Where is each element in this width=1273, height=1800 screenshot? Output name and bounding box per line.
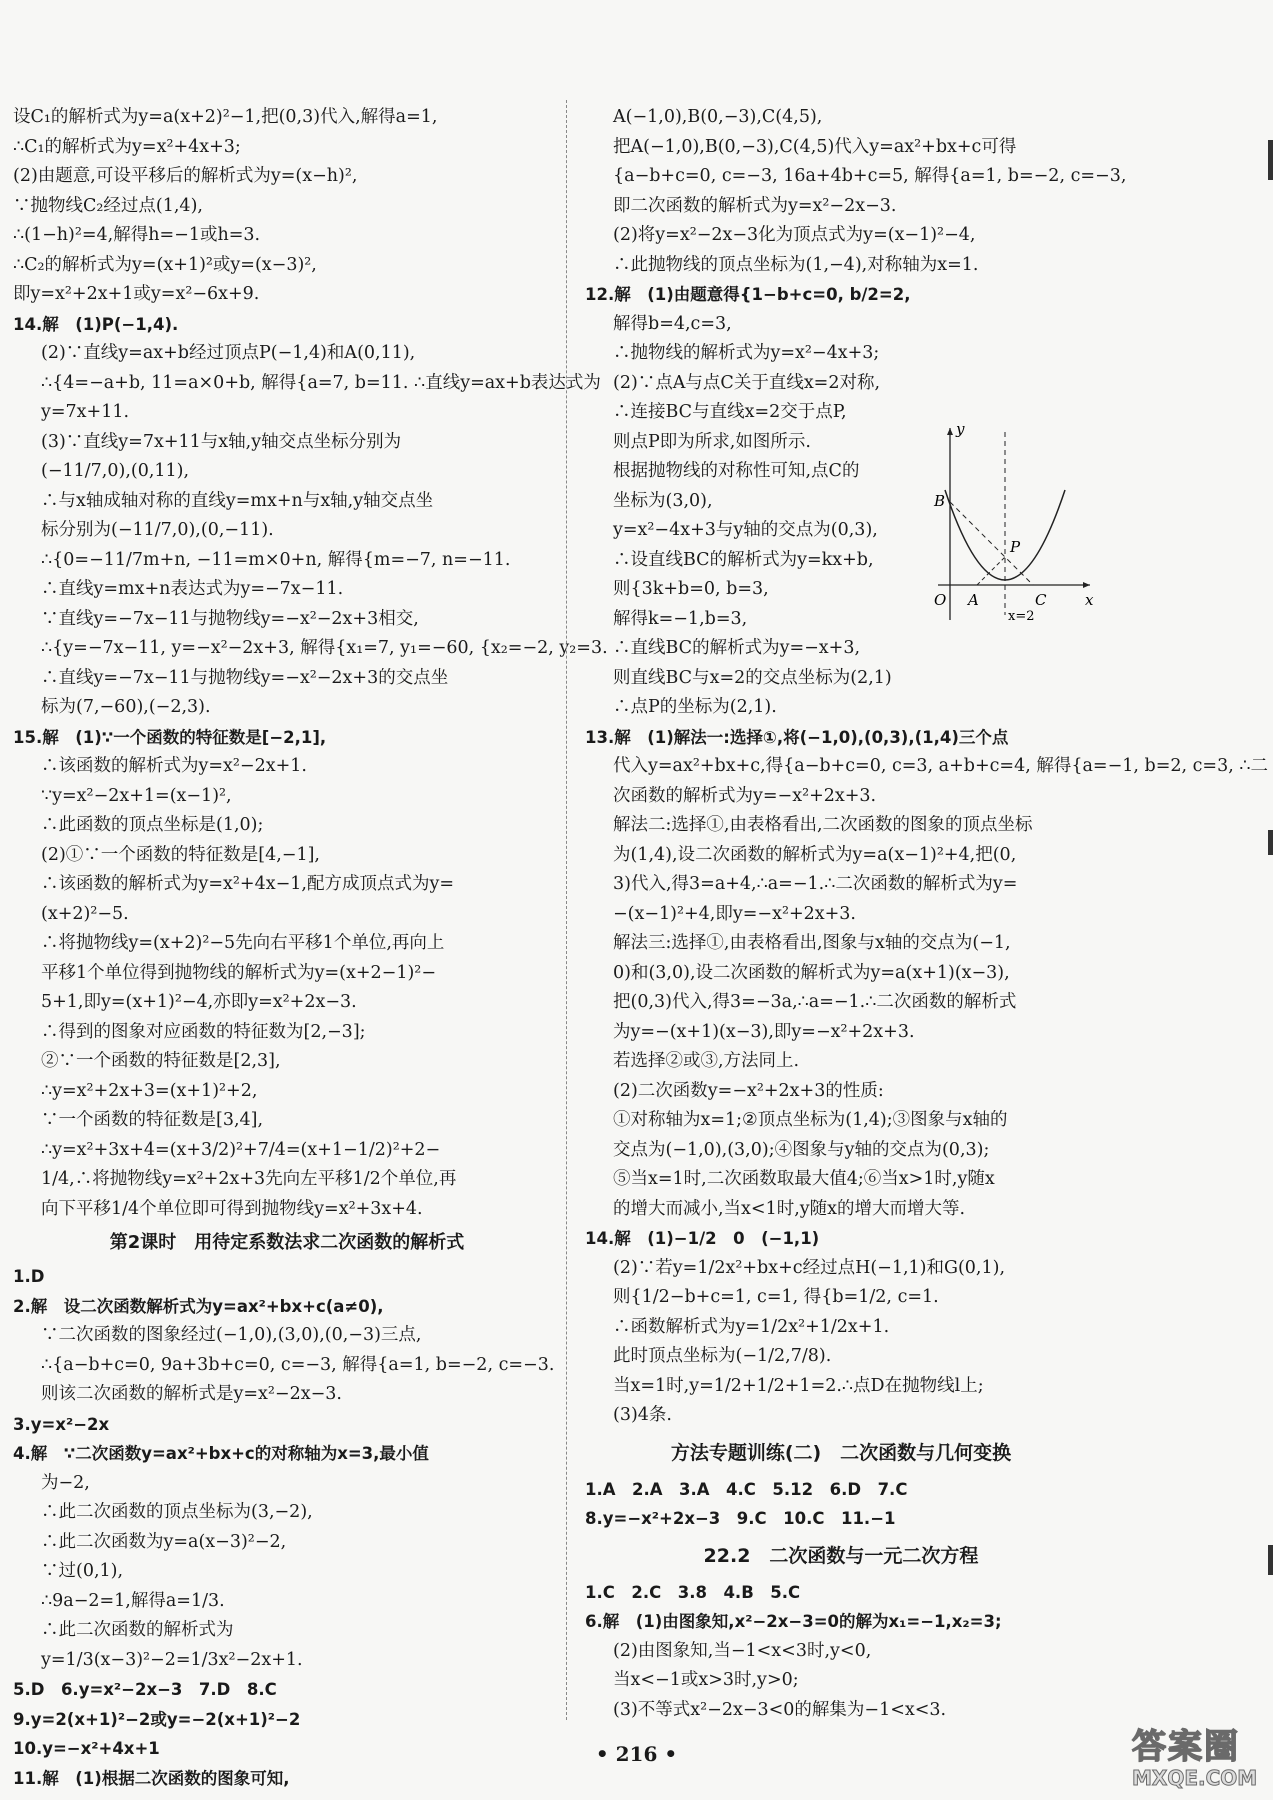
text-line: ∴{0=−11/7m+n, −11=m×0+n, 解得{m=−7, n=−11. [41, 549, 511, 570]
line-ap [977, 557, 1005, 585]
text-line: ∴此二次函数的解析式为 [41, 1620, 234, 1640]
question-number: 1.C 2.C 3.8 4.B 5.C [585, 1582, 801, 1602]
text-line: y=7x+11. [41, 402, 130, 422]
text-line: 5+1,即y=(x+1)²−4,亦即y=x²+2x−3. [41, 992, 357, 1012]
question-number: 15.解 (1)∵一个函数的特征数是[−2,1], [13, 727, 327, 747]
text-line: ∴{y=−7x−11, y=−x²−2x+3, 解得{x₁=7, y₁=−60, {x₂=−2, y₂=3. [41, 638, 608, 658]
text-line: ∴连接BC与直线x=2交于点P, [613, 402, 847, 422]
text-line: (3)4条. [613, 1405, 672, 1425]
text-line: ∴此二次函数的顶点坐标为(3,−2), [41, 1502, 313, 1522]
section-title: 第2课时 用待定系数法求二次函数的解析式 [109, 1232, 465, 1253]
text-line: 向下平移1/4个单位即可得到抛物线y=x²+3x+4. [41, 1198, 423, 1219]
text-line: ∴函数解析式为y=1/2x²+1/2x+1. [613, 1316, 890, 1337]
watermark-url: MXQE.COM [1132, 1766, 1258, 1790]
text-line: ∴(1−h)²=4,解得h=−1或h=3. [13, 225, 261, 245]
left-column [13, 103, 608, 1793]
text-line: ∴直线y=mx+n表达式为y=−7x−11. [41, 579, 344, 599]
text-line: 则该二次函数的解析式是y=x²−2x−3. [41, 1384, 342, 1404]
question-number: 3.y=x²−2x [13, 1414, 110, 1434]
text-line: 解法二:选择①,由表格看出,二次函数的图象的顶点坐标 [613, 815, 1033, 835]
watermark-logo [1132, 1728, 1272, 1796]
text-line: ∴直线y=−7x−11与抛物线y=−x²−2x+3的交点坐 [41, 667, 449, 688]
text-line: 即y=x²+2x+1或y=x²−6x+9. [13, 284, 260, 304]
x-axis-label: x [1085, 591, 1094, 609]
question-number: 1.A 2.A 3.A 4.C 5.12 6.D 7.C [585, 1479, 908, 1499]
text-line: 为y=−(x+1)(x−3),即y=−x²+2x+3. [613, 1021, 915, 1042]
page-number: • 216 • [595, 1742, 678, 1766]
text-line: ∴C₁的解析式为y=x²+4x+3; [13, 136, 241, 157]
text-line: ∵二次函数的图象经过(−1,0),(3,0),(0,−3)三点, [41, 1325, 422, 1345]
text-line: 标为(7,−60),(−2,3). [41, 697, 211, 717]
text-line: ①对称轴为x=1;②顶点坐标为(1,4);③图象与x轴的 [613, 1110, 1008, 1130]
x-axis-arrow [1083, 582, 1090, 588]
text-line: (3)∵直线y=7x+11与x轴,y轴交点坐标分别为 [41, 431, 402, 452]
text-line: ∵y=x²−2x+1=(x−1)², [41, 785, 232, 806]
text-line: 即二次函数的解析式为y=x²−2x−3. [613, 195, 897, 216]
text-line: 则{3k+b=0, b=3, [613, 579, 769, 599]
text-line: 代入y=ax²+bx+c,得{a−b+c=0, c=3, a+b+c=4, 解得{a=−1, b=2, c=3, ∴二 [613, 756, 1268, 776]
text-line: ⑤当x=1时,二次函数取最大值4;⑥当x>1时,y随x [613, 1169, 995, 1189]
text-line: ∴设直线BC的解析式为y=kx+b, [613, 549, 874, 570]
scan-edge-mark [1268, 140, 1273, 180]
text-line: 标分别为(−11/7,0),(0,−11). [41, 520, 274, 540]
text-line: 3)代入,得3=a+4,∴a=−1.∴二次函数的解析式为y= [613, 874, 1018, 894]
text-line: 设C₁的解析式为y=a(x+2)²−1,把(0,3)代入,解得a=1, [13, 107, 438, 127]
question-number: 9.y=2(x+1)²−2或y=−2(x+1)²−2 [13, 1709, 301, 1729]
text-line: 坐标为(3,0), [613, 490, 713, 511]
text-line: ∴C₂的解析式为y=(x+1)²或y=(x−3)², [13, 254, 317, 275]
text-line: 1/4,∴将抛物线y=x²+2x+3先向左平移1/2个单位,再 [41, 1169, 457, 1189]
line-bc [950, 502, 1033, 585]
origin-label: O [934, 591, 947, 609]
question-number: 2.解 设二次函数解析式为y=ax²+bx+c(a≠0), [13, 1296, 384, 1316]
text-line: 为−2, [41, 1472, 90, 1493]
text-line: ∴{a−b+c=0, 9a+3b+c=0, c=−3, 解得{a=1, b=−2, c=−3. [41, 1354, 555, 1375]
question-number: 13.解 (1)解法一:选择①,将(−1,0),(0,3),(1,4)三个点 [585, 727, 1009, 747]
text-line: ∵一个函数的特征数是[3,4], [41, 1110, 264, 1130]
section-title: 22.2 二次函数与一元二次方程 [703, 1544, 979, 1567]
text-line: A(−1,0),B(0,−3),C(4,5), [613, 107, 823, 127]
right-column [585, 103, 1268, 1725]
text-line: ∵抛物线C₂经过点(1,4), [13, 195, 203, 216]
question-number: 4.解 ∵二次函数y=ax²+bx+c的对称轴为x=3,最小值 [13, 1444, 429, 1463]
question-number: 11.解 (1)根据二次函数的图象可知, [13, 1768, 290, 1788]
point-p-label: P [1010, 538, 1021, 556]
text-line: ∴此函数的顶点坐标是(1,0); [41, 815, 264, 835]
text-line: 则点P即为所求,如图所示. [613, 431, 811, 452]
text-line: (3)不等式x²−2x−3<0的解集为−1<x<3. [613, 1699, 947, 1720]
text-line: 当x<−1或x>3时,y>0; [613, 1670, 799, 1690]
text-line: 若选择②或③,方法同上. [613, 1051, 800, 1071]
point-a-label: A [968, 591, 979, 609]
text-line: ∴此抛物线的顶点坐标为(1,−4),对称轴为x=1. [613, 254, 979, 275]
text-line: (2)将y=x²−2x−3化为顶点式为y=(x−1)²−4, [613, 225, 976, 245]
question-number: 8.y=−x²+2x−3 9.C 10.C 11.−1 [585, 1509, 896, 1528]
text-line: 次函数的解析式为y=−x²+2x+3. [613, 785, 877, 806]
line-label: x=2 [1008, 609, 1035, 624]
question-number: 1.D [13, 1267, 45, 1286]
text-line: 平移1个单位得到抛物线的解析式为y=(x+2−1)²− [41, 962, 436, 983]
watermark-text: 答案圈 [1132, 1727, 1240, 1767]
text-line: 解法三:选择①,由表格看出,图象与x轴的交点为(−1, [613, 933, 1011, 953]
text-line: 把(0,3)代入,得3=−3a,∴a=−1.∴二次函数的解析式 [613, 992, 1017, 1012]
text-line: 当x=1时,y=1/2+1/2+1=2.∴点D在抛物线l上; [613, 1375, 984, 1396]
text-line: ∴直线BC的解析式为y=−x+3, [613, 638, 861, 658]
text-line: ∴得到的图象对应函数的特征数为[2,−3]; [41, 1021, 366, 1042]
text-line: (x+2)²−5. [41, 903, 129, 924]
text-line: ∴与x轴成轴对称的直线y=mx+n与x轴,y轴交点坐 [41, 490, 434, 511]
text-line: ∴该函数的解析式为y=x²+4x−1,配方成顶点式为y= [41, 874, 455, 894]
text-line: ∴y=x²+2x+3=(x+1)²+2, [41, 1080, 258, 1101]
text-line: (2)由题意,可设平移后的解析式为y=(x−h)², [13, 166, 358, 186]
y-axis-label: y [956, 420, 965, 438]
scan-edge-mark [1268, 1545, 1273, 1575]
text-line: ∵过(0,1), [41, 1561, 124, 1581]
text-line: 0)和(3,0),设二次函数的解析式为y=a(x+1)(x−3), [613, 962, 1010, 983]
y-axis-arrow [947, 428, 953, 435]
text-line: −(x−1)²+4,即y=−x²+2x+3. [613, 903, 856, 924]
text-line: ∴该函数的解析式为y=x²−2x+1. [41, 756, 307, 776]
text-line: 解得k=−1,b=3, [613, 608, 748, 629]
text-line: (2)由图象知,当−1<x<3时,y<0, [613, 1640, 872, 1661]
text-line: 交点为(−1,0),(3,0);④图象与y轴的交点为(0,3); [613, 1139, 990, 1160]
text-line: 此时顶点坐标为(−1/2,7/8). [613, 1346, 832, 1366]
text-line: ∵直线y=−7x−11与抛物线y=−x²−2x+3相交, [41, 608, 419, 629]
column-divider [566, 100, 567, 1720]
text-line: 根据抛物线的对称性可知,点C的 [613, 461, 860, 481]
text-line: 解得b=4,c=3, [613, 313, 732, 334]
text-line: (2)二次函数y=−x²+2x+3的性质: [613, 1080, 884, 1101]
text-line: 则直线BC与x=2的交点坐标为(2,1) [613, 667, 892, 688]
question-number: 5.D 6.y=x²−2x−3 7.D 8.C [13, 1680, 277, 1699]
scan-edge-mark [1268, 830, 1273, 855]
question-number: 6.解 (1)由图象知,x²−2x−3=0的解为x₁=−1,x₂=3; [585, 1612, 1002, 1631]
text-line: ∴9a−2=1,解得a=1/3. [41, 1590, 225, 1611]
question-number: 14.解 (1)P(−1,4). [13, 314, 179, 334]
text-line: ∴抛物线的解析式为y=x²−4x+3; [613, 343, 880, 363]
text-line: ∴{4=−a+b, 11=a×0+b, 解得{a=7, b=11. ∴直线y=ax+b表达式为 [41, 372, 601, 393]
text-line: {a−b+c=0, c=−3, 16a+4b+c=5, 解得{a=1, b=−2, c=−3, [613, 166, 1127, 186]
text-line: ∴此二次函数为y=a(x−3)²−2, [41, 1531, 287, 1552]
text-line: (−11/7,0),(0,11), [41, 461, 190, 481]
section-title: 方法专题训练(二) 二次函数与几何变换 [670, 1441, 1012, 1464]
question-number: 14.解 (1)−1/2 0 (−1,1) [585, 1229, 820, 1248]
text-line: 的增大而减小,当x<1时,y随x的增大而增大等. [613, 1198, 966, 1219]
text-line: 为(1,4),设二次函数的解析式为y=a(x−1)²+4,把(0, [613, 844, 1017, 865]
text-line: ②∵一个函数的特征数是[2,3], [41, 1051, 281, 1071]
point-b-label: B [934, 492, 946, 510]
text-line: ∴将抛物线y=(x+2)²−5先向右平移1个单位,再向上 [41, 933, 445, 953]
text-line: 则{1/2−b+c=1, c=1, 得{b=1/2, c=1. [613, 1287, 939, 1307]
text-line: y=1/3(x−3)²−2=1/3x²−2x+1. [41, 1649, 303, 1670]
question-number: 12.解 (1)由题意得{1−b+c=0, b/2=2, [585, 285, 911, 304]
text-line: (2)①∵一个函数的特征数是[4,−1], [41, 844, 320, 865]
text-line: ∴y=x²+3x+4=(x+3/2)²+7/4=(x+1−1/2)²+2− [41, 1139, 441, 1160]
text-line: (2)∵若y=1/2x²+bx+c经过点H(−1,1)和G(0,1), [613, 1257, 1006, 1278]
text-line: 把A(−1,0),B(0,−3),C(4,5)代入y=ax²+bx+c可得 [613, 136, 1017, 157]
text-line: y=x²−4x+3与y轴的交点为(0,3), [613, 520, 878, 540]
text-line: ∴点P的坐标为(2,1). [613, 697, 777, 717]
point-c-label: C [1035, 591, 1047, 609]
question-number: 10.y=−x²+4x+1 [13, 1739, 160, 1758]
parabola-figure [930, 420, 1100, 625]
text-line: (2)∵点A与点C关于直线x=2对称, [613, 372, 881, 393]
text-line: (2)∵直线y=ax+b经过顶点P(−1,4)和A(0,11), [41, 343, 416, 363]
